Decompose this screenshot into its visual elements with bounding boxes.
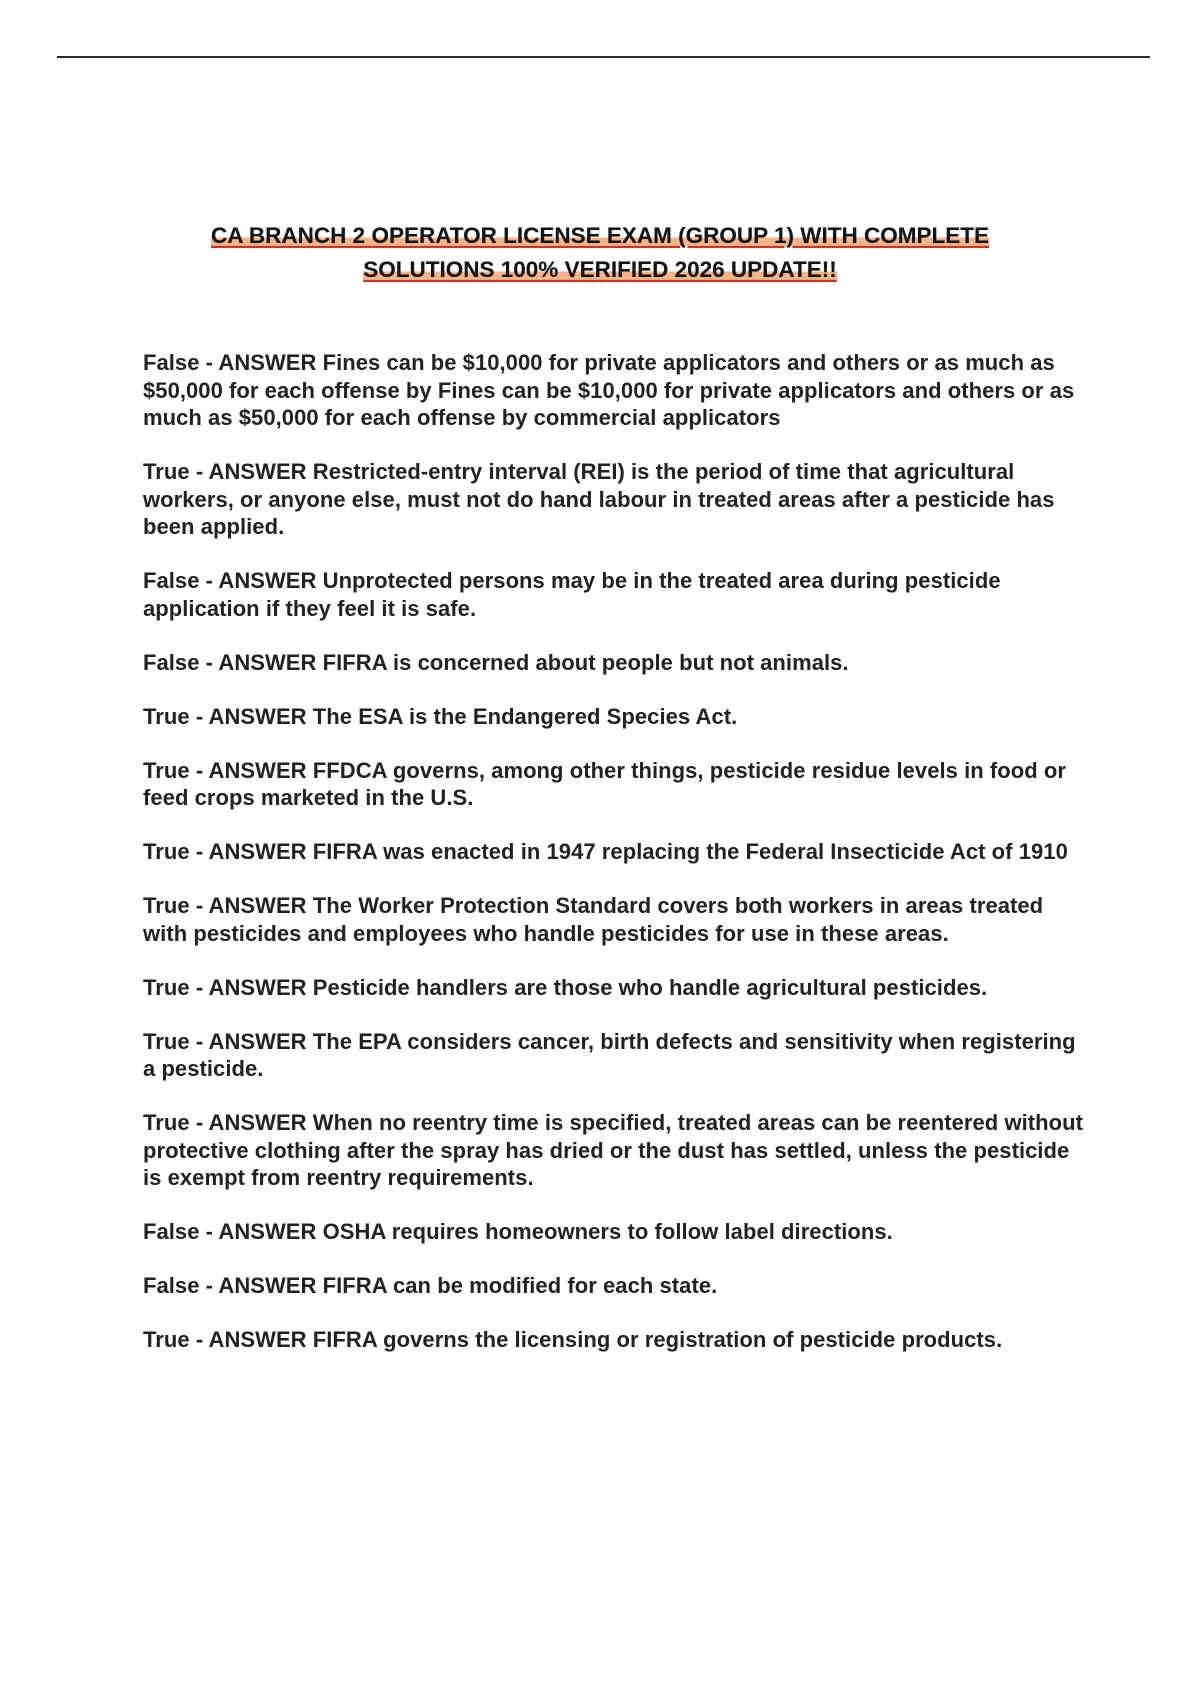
document-title	[130, 219, 1070, 287]
answer-item: True - ANSWER Pesticide handlers are those who handle agricultural pesticides.	[143, 974, 988, 1000]
answer-item: False - ANSWER Unprotected persons may be in the treated area during pesticide application if they feel it is safe.	[143, 568, 1001, 621]
answer-item: False - ANSWER FIFRA is concerned about people but not animals.	[143, 649, 849, 675]
header-rule	[57, 56, 1150, 58]
answer-item: True - ANSWER When no reentry time is specified, treated areas can be reentered without protective clothing after the spray has dried or the dust has settled, unless the pesticide is exempt from reentry requirements.	[143, 1110, 1083, 1190]
answer-item: True - ANSWER FFDCA governs, among other things, pesticide residue levels in food or feed crops marketed in the U.S.	[143, 757, 1067, 810]
answer-item: True - ANSWER FIFRA was enacted in 1947 replacing the Federal Insecticide Act of 1910	[143, 839, 1068, 864]
answer-item: True - ANSWER The Worker Protection Standard covers both workers in areas treated with pesticides and employees who handle pesticides for use in these areas.	[143, 893, 1044, 946]
title-line-1: CA BRANCH 2 OPERATOR LICENSE EXAM (GROUP 1) WITH COMPLETE	[211, 223, 989, 248]
answer-item: True - ANSWER Restricted-entry interval (REI) is the period of time that agricultural workers, or anyone else, must not do hand labour in treated areas after a pesticide has been applied.	[143, 459, 1055, 539]
answer-item: True - ANSWER FIFRA governs the licensing or registration of pesticide products.	[143, 1327, 1003, 1352]
answer-item: False - ANSWER FIFRA can be modified for each state.	[143, 1273, 718, 1298]
answer-list	[143, 349, 1083, 1380]
title-line-2: SOLUTIONS 100% VERIFIED 2026 UPDATE!!	[363, 257, 837, 282]
answer-item: False - ANSWER Fines can be $10,000 for private applicators and others or as much as $50,000 for each offense by Fines can be $10,000 for private applicators and others or as much as $50,000 for each offense by commercial applicators	[143, 350, 1075, 430]
answer-item: True - ANSWER The EPA considers cancer, birth defects and sensitivity when registering a pesticide.	[143, 1028, 1076, 1081]
answer-item: False - ANSWER OSHA requires homeowners to follow label directions.	[143, 1219, 893, 1244]
answer-item: True - ANSWER The ESA is the Endangered Species Act.	[143, 703, 738, 729]
